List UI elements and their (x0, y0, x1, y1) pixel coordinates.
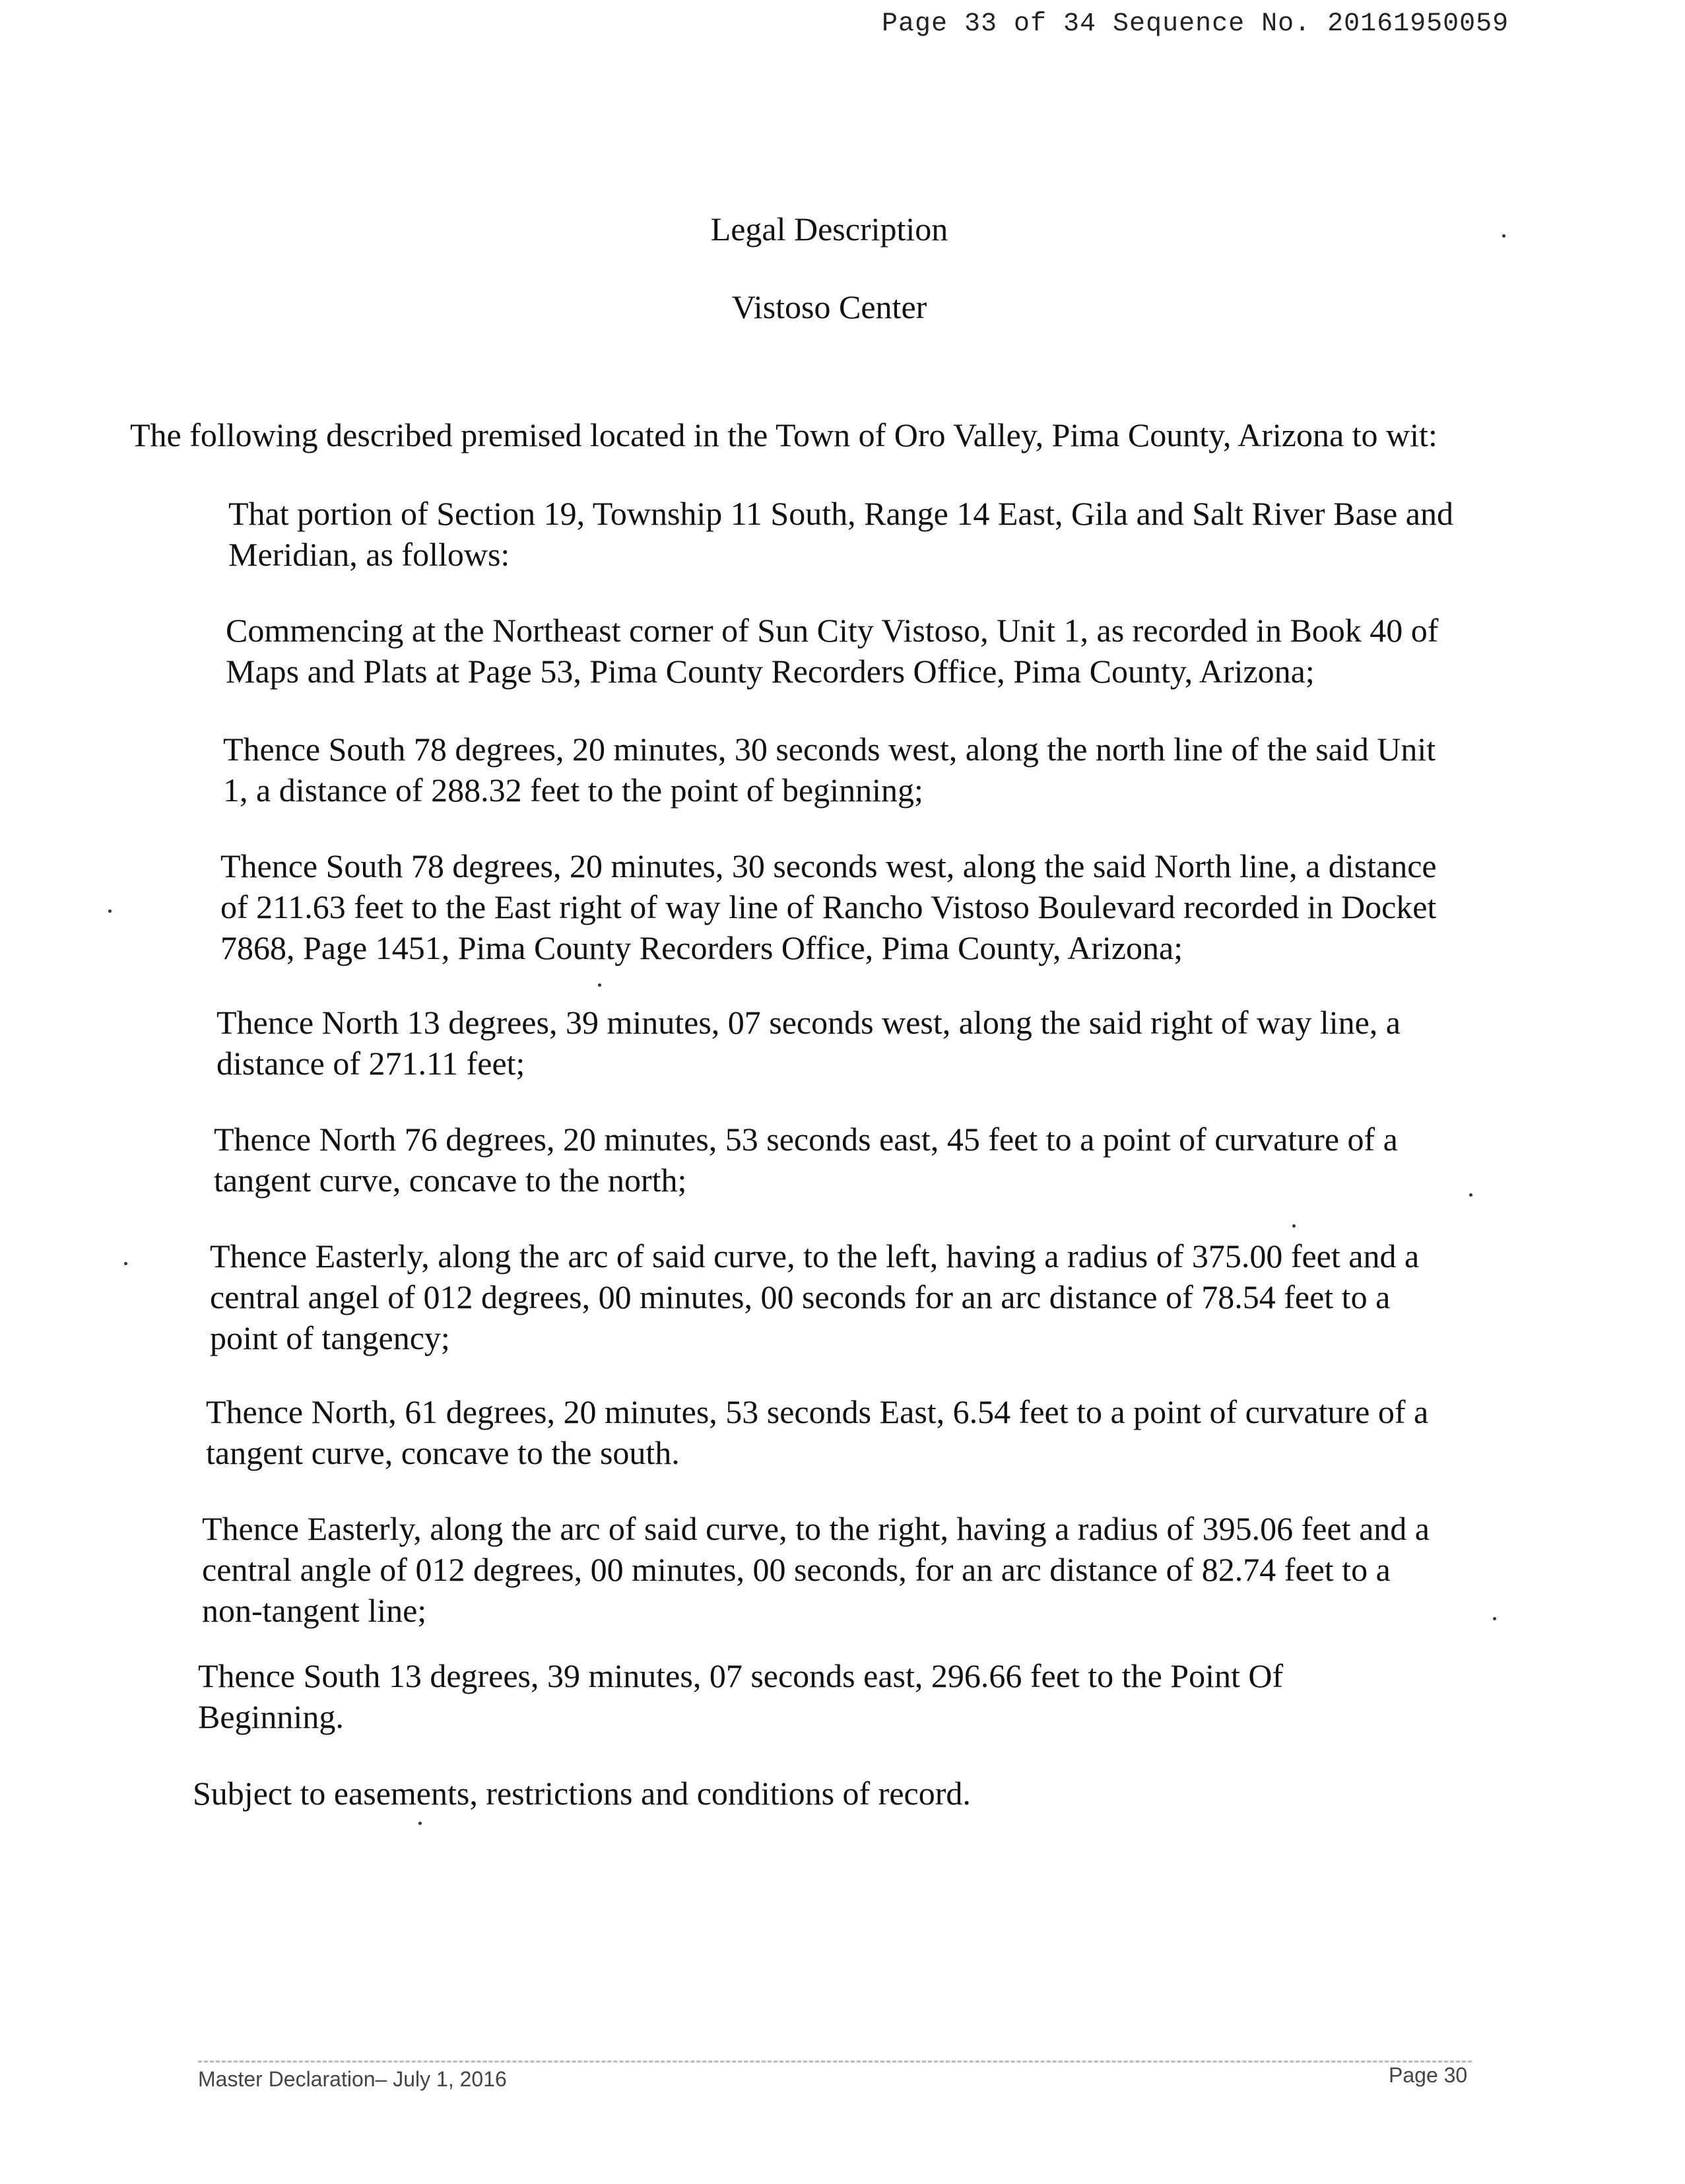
scan-speck (418, 1822, 422, 1825)
sequence-header: Page 33 of 34 Sequence No. 20161950059 (882, 9, 1509, 39)
legal-paragraph: Thence South 78 degrees, 20 minutes, 30 seconds west, along the said North line, a distance of 211.63 feet to the East right of way line of Rancho Vistoso Boulevard recorded in Docket 7868, Page 1451, Pima County Recorders Office, Pima County, Arizona; (220, 847, 1437, 966)
scan-speck (1502, 234, 1505, 238)
legal-paragraph: Thence North 13 degrees, 39 minutes, 07 seconds west, along the said right of way line, a distance of 271.11 feet; (216, 1004, 1401, 1082)
document-subtitle: Vistoso Center (731, 288, 927, 325)
intro-paragraph: The following described premised located in the Town of Oro Valley, Pima County, Arizona to wit: (130, 416, 1437, 453)
legal-paragraph: Commencing at the Northeast corner of Sun City Vistoso, Unit 1, as recorded in Book 40 of Maps and Plats at Page 53, Pima County Recorders Office, Pima County, Arizona; (226, 612, 1439, 690)
legal-paragraph: Thence South 13 degrees, 39 minutes, 07 seconds east, 296.66 feet to the Point Of Beginning. (198, 1657, 1284, 1735)
legal-paragraph: Thence North 76 degrees, 20 minutes, 53 seconds east, 45 feet to a point of curvature of a tangent curve, concave to the north; (214, 1121, 1398, 1199)
legal-paragraph: Thence Easterly, along the arc of said curve, to the left, having a radius of 375.00 feet and a central angel of 012 degrees, 00 minutes, 00 seconds for an arc distance of 78.54 feet to a point of tangency; (210, 1238, 1420, 1356)
scan-speck (1469, 1193, 1472, 1197)
footer-page-number: Page 30 (1389, 2063, 1468, 2087)
scan-speck (108, 910, 112, 913)
legal-paragraph: Thence North, 61 degrees, 20 minutes, 53 seconds East, 6.54 feet to a point of curvature of a tangent curve, concave to the south. (206, 1393, 1429, 1471)
scan-speck (1493, 1617, 1496, 1620)
scan-speck (1292, 1224, 1296, 1228)
legal-paragraph: That portion of Section 19, Township 11 South, Range 14 East, Gila and Salt River Base and Meridian, as follows: (228, 495, 1453, 573)
legal-paragraph: Thence South 78 degrees, 20 minutes, 30 seconds west, along the north line of the said Unit 1, a distance of 288.32 feet to the point of beginning; (223, 731, 1436, 809)
closing-paragraph: Subject to easements, restrictions and conditions of record. (193, 1775, 971, 1812)
scan-speck (124, 1262, 127, 1265)
footer-document-name: Master Declaration– July 1, 2016 (198, 2067, 507, 2091)
footer-divider (198, 2061, 1472, 2063)
scan-speck (598, 983, 601, 987)
document-title: Legal Description (710, 211, 948, 248)
legal-paragraph: Thence Easterly, along the arc of said curve, to the right, having a radius of 395.06 feet and a central angle of 012 degrees, 00 minutes, 00 seconds, for an arc distance of 82.74 feet to a non-tangent line; (202, 1510, 1430, 1629)
